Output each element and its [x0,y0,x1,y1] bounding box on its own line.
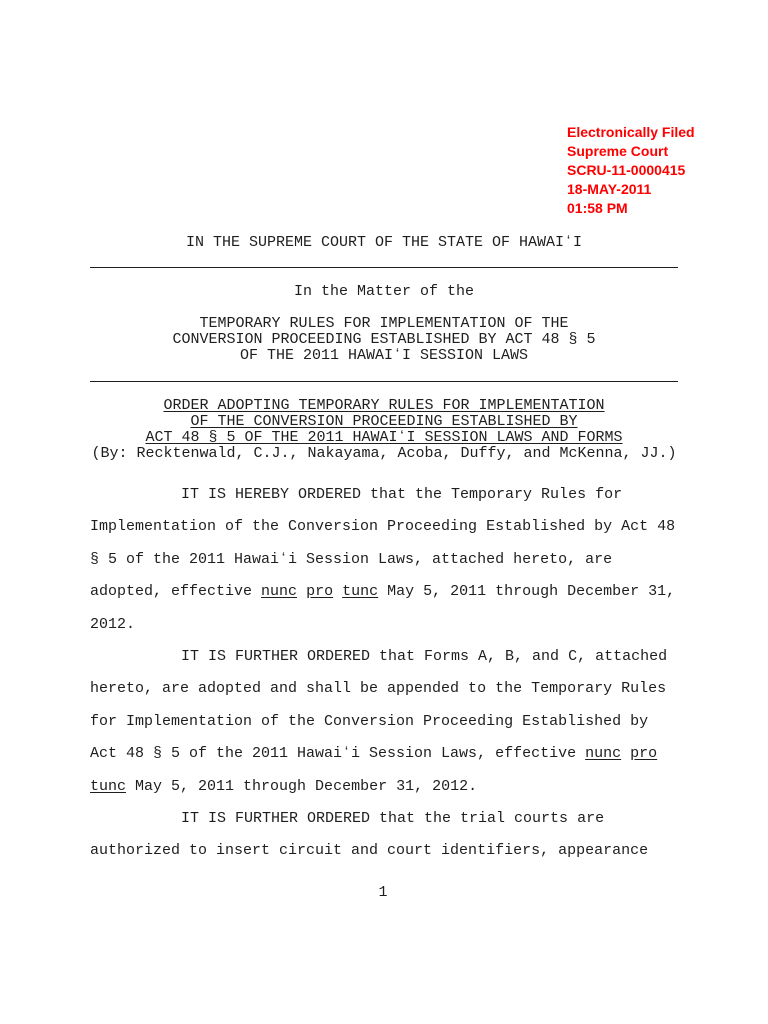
body-text: Implementation of the Conversion Proceeding Established by Act 48 [90,518,676,536]
matter-title [0,316,768,364]
panel-of-justices: (By: Recktenwald, C.J., Nakayama, Acoba, Duffy, and McKenna, JJ.) [91,445,677,462]
order-title-text: OF THE CONVERSION PROCEEDING ESTABLISHED BY [190,413,578,430]
body-line [90,706,690,738]
body-line [90,673,690,705]
stamp-case-number: SCRU-11-0000415 [567,162,686,178]
stamp-filed-label: Electronically Filed [567,124,695,140]
body-text: for Implementation of the Conversion Proceeding Established by [90,712,649,730]
matter-title-line: OF THE 2011 HAWAIʻI SESSION LAWS [239,347,529,364]
body-text: adopted, effective [90,583,253,601]
stamp-filed-date: 18-MAY-2011 [567,181,652,197]
latin-term-tunc: tunc [342,583,379,601]
order-body [90,479,690,868]
order-title-text: ACT 48 § 5 OF THE 2011 HAWAIʻI SESSION LAWS AND FORMS [145,429,623,446]
body-line [90,771,690,803]
latin-term-nunc: nunc [261,583,298,601]
latin-term-pro: pro [306,583,334,601]
body-text: hereto, are adopted and shall be appended to the Temporary Rules [90,680,667,698]
latin-term-tunc: tunc [90,777,127,795]
body-line [90,738,690,770]
latin-term-pro: pro [630,745,658,763]
page-number: 1 [378,884,388,901]
body-line [90,576,690,608]
caption-divider-bottom [90,381,678,382]
court-heading: IN THE SUPREME COURT OF THE STATE OF HAWAIʻI [185,234,583,251]
order-title-text: ORDER ADOPTING TEMPORARY RULES FOR IMPLEMENTATION [163,397,605,414]
body-text: Act 48 § 5 of the 2011 Hawaiʻi Session Laws, effective [90,745,577,763]
stamp-court-name: Supreme Court [567,143,669,159]
order-paragraph [90,803,690,868]
electronic-filing-stamp [567,123,695,218]
body-line [90,641,690,673]
latin-term-nunc: nunc [585,745,622,763]
order-title-line [0,398,768,414]
body-text: IT IS FURTHER ORDERED that Forms A, B, and C, attached [181,647,668,665]
body-text: IT IS HEREBY ORDERED that the Temporary Rules for [181,486,623,503]
body-line [90,835,690,867]
body-text: May 5, 2011 through December 31, 2012. [135,777,478,795]
body-text: IT IS FURTHER ORDERED that the trial courts are [181,809,605,827]
order-paragraph [90,479,690,641]
body-text: 2012. [90,615,136,633]
body-text: authorized to insert circuit and court identifiers, appearance [90,842,649,860]
caption-divider-top [90,267,678,268]
stamp-filed-time: 01:58 PM [567,200,628,216]
order-title-line [0,414,768,430]
order-title [0,398,768,462]
body-line [90,544,690,576]
matter-intro: In the Matter of the [293,283,475,300]
order-title-line [0,430,768,446]
body-text: May 5, 2011 through December 31, [387,583,676,601]
body-line [90,511,690,543]
body-line [90,609,690,641]
body-line [90,479,690,511]
order-paragraph [90,641,690,803]
matter-title-line: TEMPORARY RULES FOR IMPLEMENTATION OF THE [199,315,569,332]
body-line [90,803,690,835]
body-text: § 5 of the 2011 Hawaiʻi Session Laws, attached hereto, are [90,550,613,568]
matter-title-line: CONVERSION PROCEEDING ESTABLISHED BY ACT 48 § 5 [172,331,596,348]
